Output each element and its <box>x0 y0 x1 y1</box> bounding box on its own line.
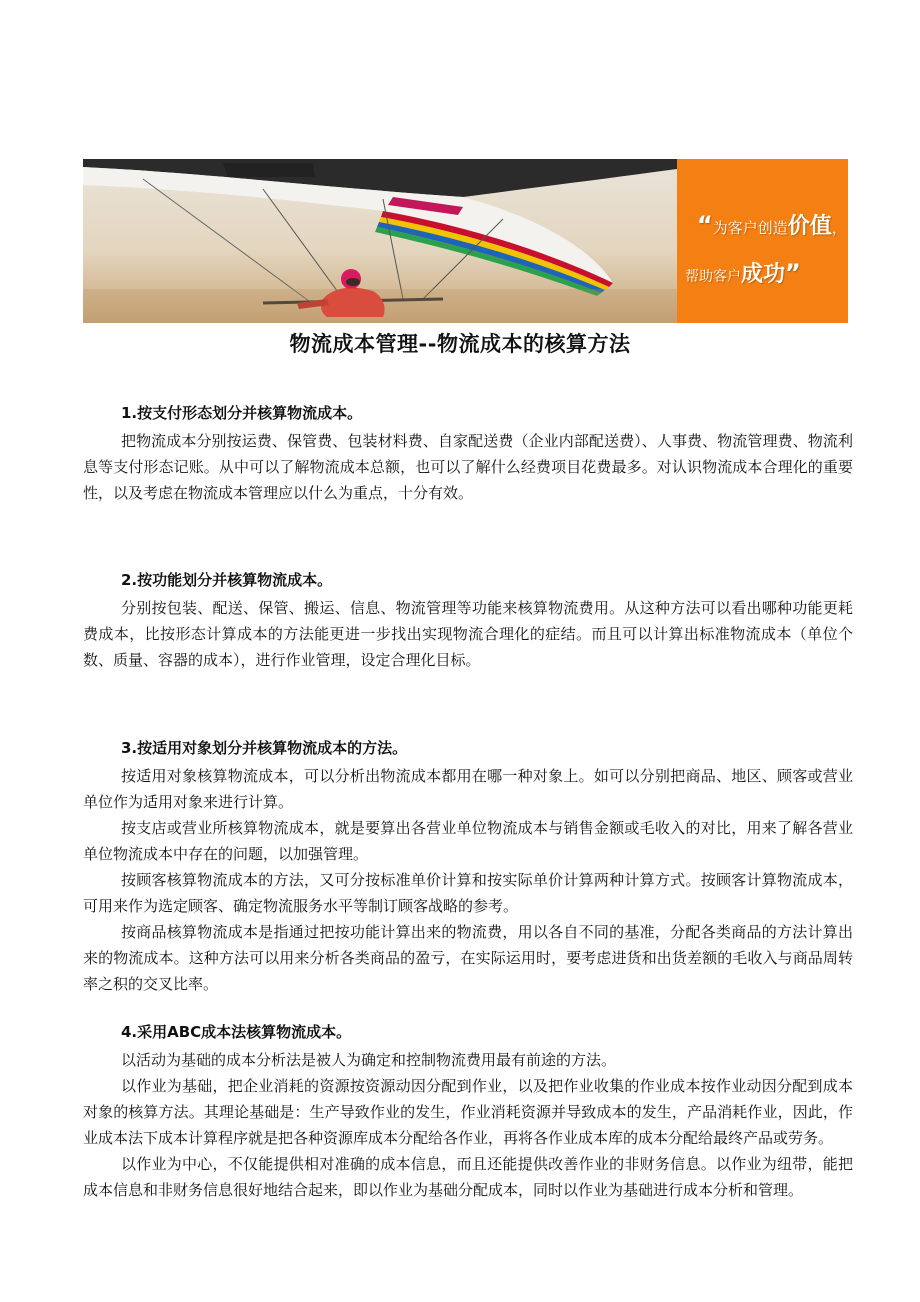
paragraph: 分别按包装、配送、保管、搬运、信息、物流管理等功能来核算物流费用。从这种方法可以看出哪种功能更耗费成本，比按形态计算成本的方法能更进一步找出实现物流合理化的症结。而且可以计算出标准物流成本（单位个数、质量、容器的成本），进行作业管理，设定合理化目标。 <box>83 599 853 669</box>
slogan-emph-value: 价值 <box>787 214 832 239</box>
slogan-panel <box>677 159 848 323</box>
paragraph: 按适用对象核算物流成本，可以分析出物流成本都用在哪一种对象上。如可以分别把商品、地区、顾客或营业单位作为适用对象来进行计算。 <box>83 767 853 811</box>
paragraph: 按商品核算物流成本是指通过把按功能计算出来的物流费，用以各自不同的基准，分配各类商品的方法计算出来的物流成本。这种方法可以用来分析各类商品的盈亏，在实际运用时，要考虑进货和出货差额的毛收入与商品周转率之积的交叉比率。 <box>83 923 853 993</box>
section-heading: 2.按功能划分并核算物流成本。 <box>121 571 333 589</box>
paragraph: 按支店或营业所核算物流成本，就是要算出各营业单位物流成本与销售金额或毛收入的对比，用来了解各营业单位物流成本中存在的问题，以加强管理。 <box>83 819 853 863</box>
section-heading: 4.采用ABC成本法核算物流成本。 <box>121 1023 352 1041</box>
open-quote: “ <box>697 211 713 239</box>
paragraph: 以作业为中心，不仅能提供相对准确的成本信息，而且还能提供改善作业的非财务信息。以作业为纽带，能把成本信息和非财务信息很好地结合起来，即以作业为基础分配成本，同时以作业为基础进行成本分析和管理。 <box>83 1155 853 1199</box>
section-heading: 1.按支付形态划分并核算物流成本。 <box>121 404 363 422</box>
slogan-line-1-prefix: 为客户创造 <box>712 219 788 237</box>
header-banner <box>83 159 848 323</box>
paragraph: 把物流成本分别按运费、保管费、包装材料费、自家配送费（企业内部配送费）、人事费、物流管理费、物流利息等支付形态记账。从中可以了解物流成本总额，也可以了解什么经费项目花费最多。对认识物流成本合理化的重要性，以及考虑在物流成本管理应以什么为重点，十分有效。 <box>83 432 853 502</box>
paragraph: 以作业为基础，把企业消耗的资源按资源动因分配到作业，以及把作业收集的作业成本按作业动因分配到成本对象的核算方法。其理论基础是：生产导致作业的发生，作业消耗资源并导致成本的发生，产品消耗作业，因此，作业成本法下成本计算程序就是把各种资源库成本分配给各作业，再将各作业成本库的成本分配给最终产品或劳务。 <box>83 1077 853 1147</box>
slogan-line-1-suffix: ， <box>831 219 847 237</box>
section-2 <box>83 567 853 673</box>
section-3 <box>83 735 853 997</box>
slogan-emph-success: 成功 <box>741 262 786 287</box>
section-1 <box>83 400 853 506</box>
slogan-line-1 <box>697 209 847 240</box>
close-quote: ” <box>785 259 801 287</box>
section-heading: 3.按适用对象划分并核算物流成本的方法。 <box>121 739 408 757</box>
page-title: 物流成本管理--物流成本的核算方法 <box>289 332 631 356</box>
slogan-line-2 <box>685 257 801 288</box>
hang-glider-illustration <box>83 159 677 323</box>
paragraph: 按顾客核算物流成本的方法，又可分按标准单价计算和按实际单价计算两种计算方式。按顾客计算物流成本，可用来作为选定顾客、确定物流服务水平等制订顾客战略的参考。 <box>83 871 853 915</box>
slogan-line-2-prefix: 帮助客户 <box>685 269 741 285</box>
hang-glider-photo <box>83 159 677 323</box>
section-4 <box>83 1019 853 1203</box>
paragraph: 以活动为基础的成本分析法是被人为确定和控制物流费用最有前途的方法。 <box>121 1051 617 1069</box>
